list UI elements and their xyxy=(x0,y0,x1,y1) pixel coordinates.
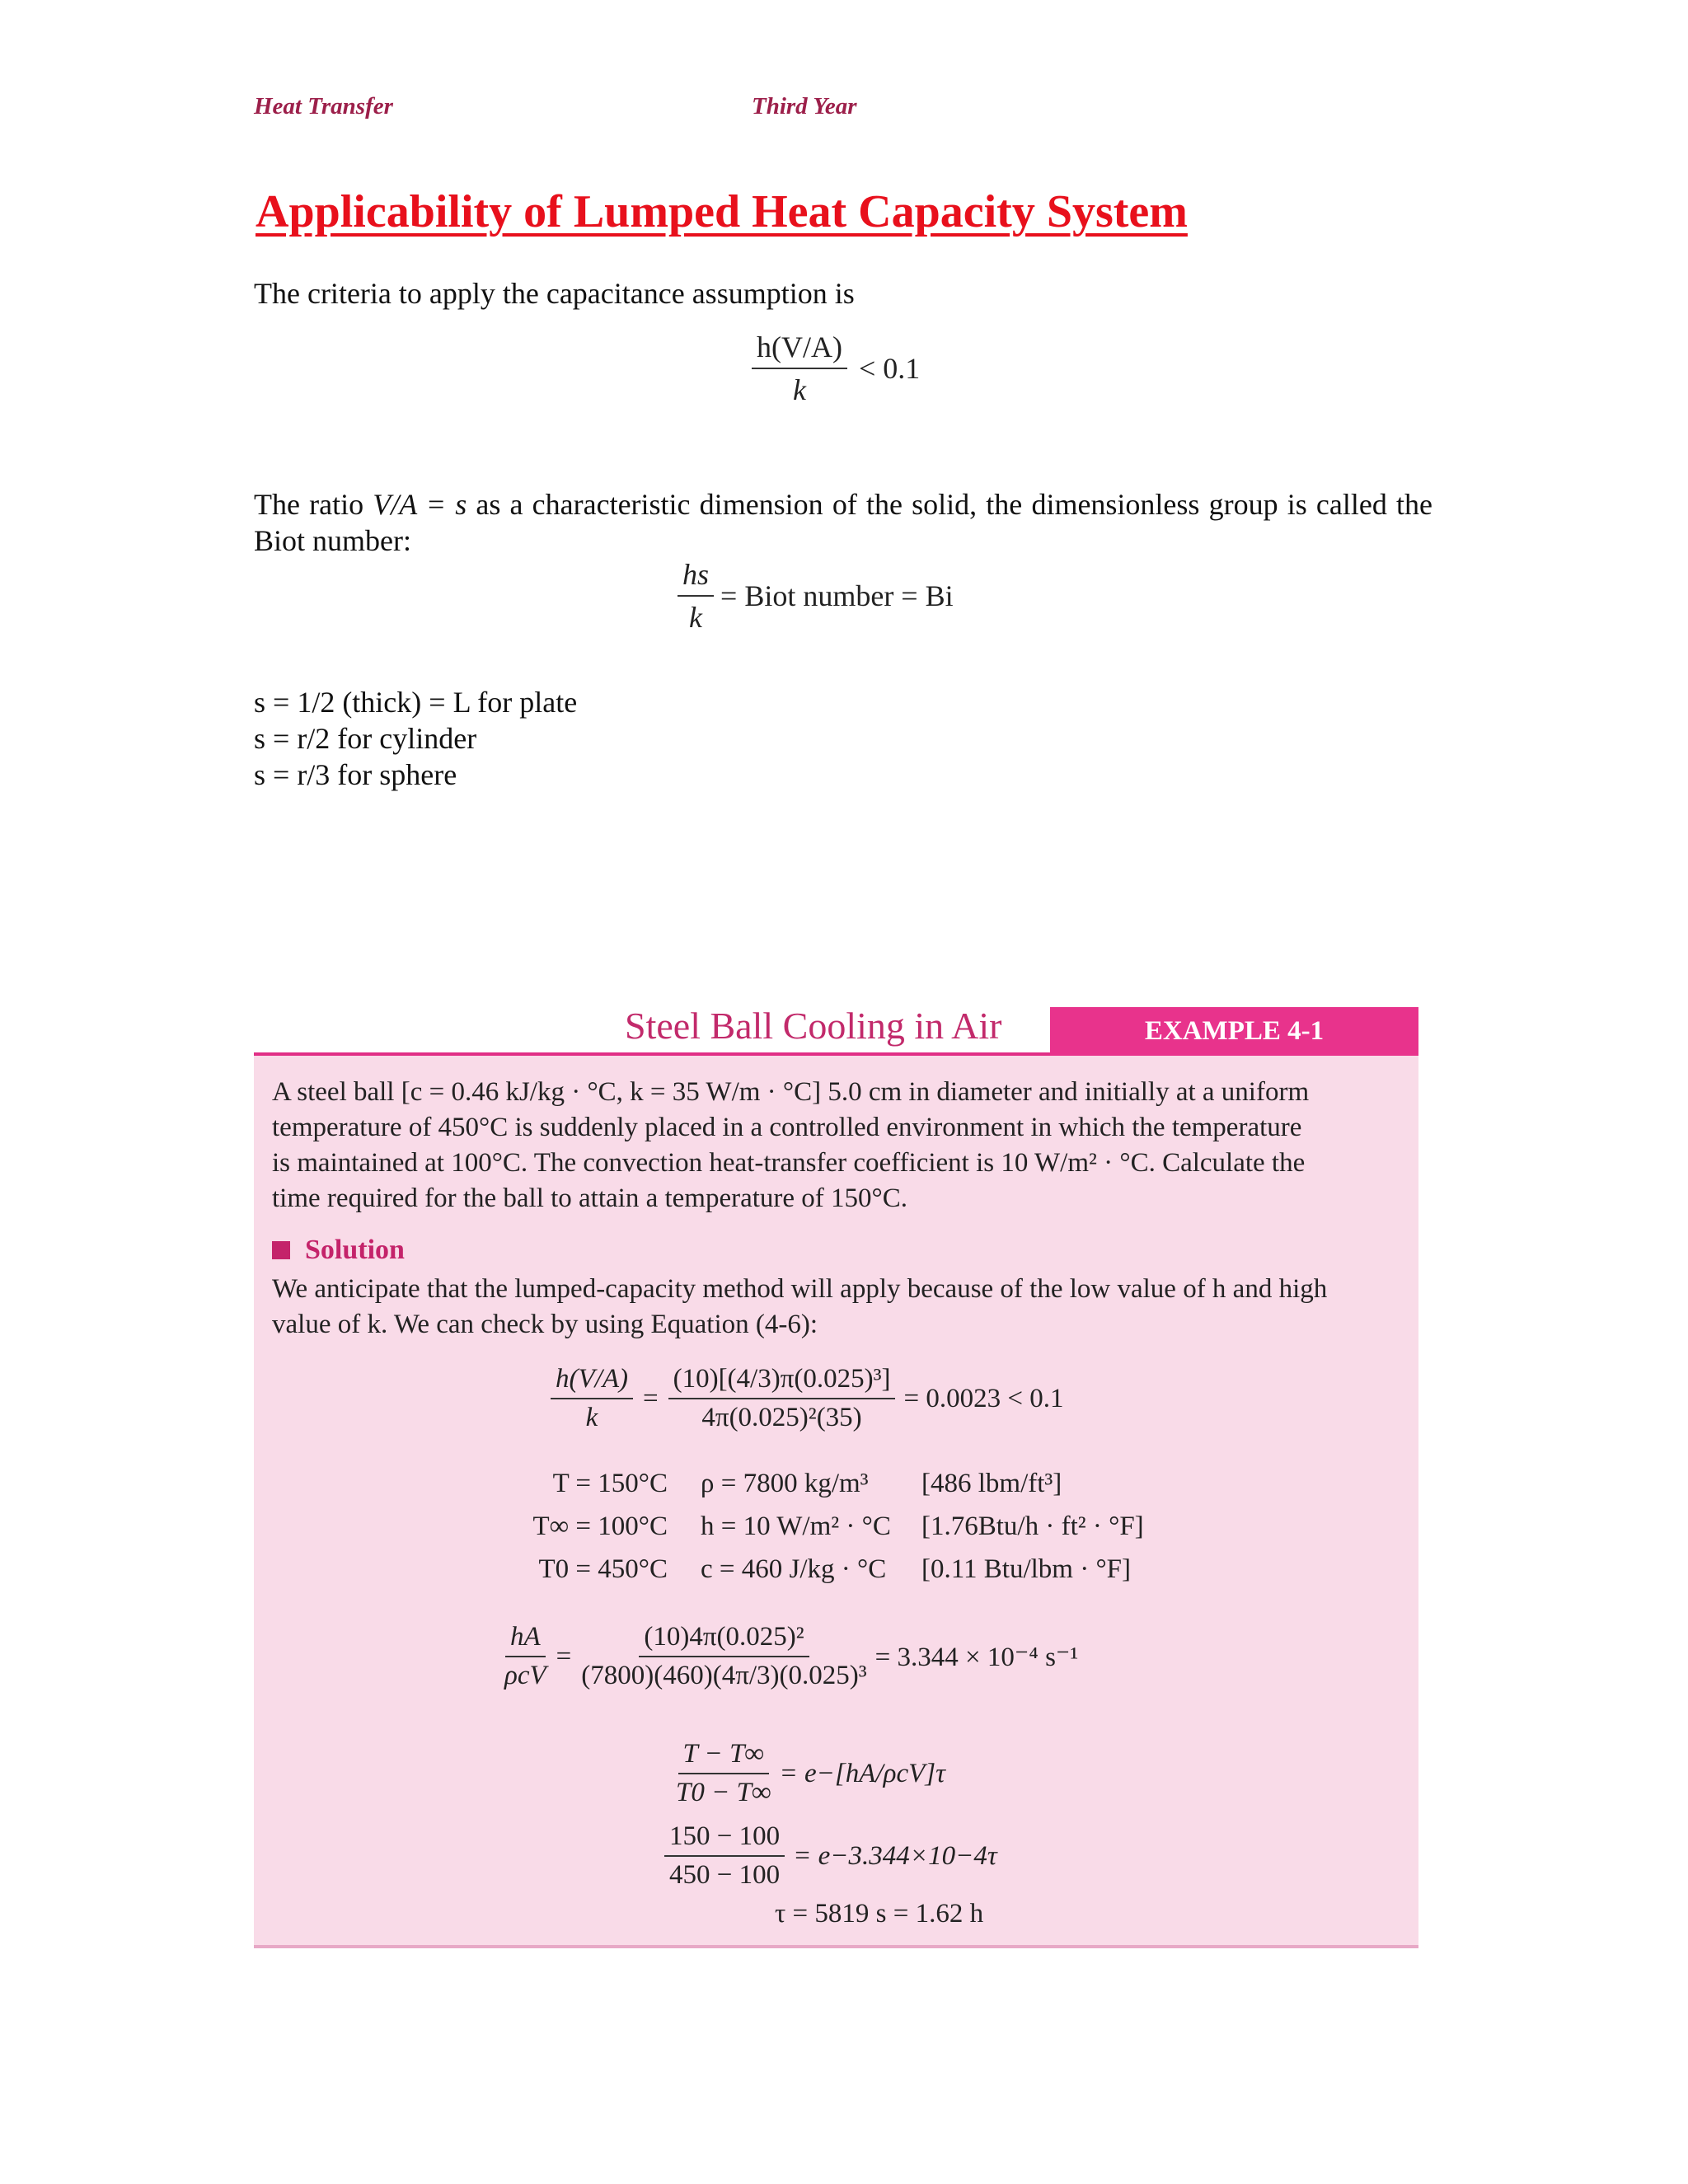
example-bottom-rule xyxy=(254,1945,1418,1948)
eq1-lhs-num: h(V/A) xyxy=(551,1364,633,1399)
eq2-lhs-den: ρcV xyxy=(504,1661,546,1690)
header-year: Third Year xyxy=(752,93,857,120)
eq1-lhs xyxy=(551,1364,633,1433)
eq3-den: T0 − T∞ xyxy=(676,1778,771,1807)
solution-line: We anticipate that the lumped-capacity method will apply because of the low value of h and high xyxy=(272,1274,1328,1304)
criteria-denominator: k xyxy=(793,373,806,406)
criteria-numerator: h(V/A) xyxy=(752,330,847,369)
biot-rhs: = Biot number = Bi xyxy=(720,579,954,612)
s-def-plate: s = 1/2 (thick) = L for plate xyxy=(254,686,578,719)
eq1-mid-den: 4π(0.025)²(35) xyxy=(701,1403,862,1432)
eq2-mid xyxy=(581,1622,866,1691)
eq1-mid-num: (10)[(4/3)π(0.025)³] xyxy=(668,1364,896,1399)
problem-line: A steel ball [c = 0.46 kJ/kg · °C, k = 35 W/m · °C] 5.0 cm in diameter and initially at a uniform xyxy=(272,1077,1310,1107)
equals-sign: = xyxy=(556,1641,572,1671)
s-def-sphere: s = r/3 for sphere xyxy=(254,758,457,791)
eq1-rhs: = 0.0023 < 0.1 xyxy=(903,1383,1064,1413)
eq4-den: 450 − 100 xyxy=(669,1860,781,1890)
biot-numerator: hs xyxy=(678,557,714,597)
property-temp: T0 = 450°C xyxy=(538,1554,668,1584)
eq3-num: T − T∞ xyxy=(678,1739,769,1774)
biot-equation xyxy=(678,557,954,635)
property-temp: T = 150°C xyxy=(552,1468,668,1498)
property-row xyxy=(495,1462,1144,1505)
eq2-mid-num: (10)4π(0.025)² xyxy=(639,1622,809,1657)
eq1-lhs-den: k xyxy=(585,1403,598,1432)
eq2-rhs: = 3.344 × 10⁻⁴ s⁻¹ xyxy=(874,1643,1079,1672)
eq4-lhs xyxy=(664,1821,785,1891)
property-english: [1.76Btu/h · ft² · °F] xyxy=(921,1511,1144,1541)
time-constant-equation xyxy=(504,1622,1078,1691)
square-bullet-icon xyxy=(272,1241,290,1259)
header-course: Heat Transfer xyxy=(254,93,393,120)
ratio-expr: V/A = s xyxy=(373,488,467,521)
eq3-lhs xyxy=(676,1739,771,1808)
s-def-cylinder: s = r/2 for cylinder xyxy=(254,722,477,755)
criteria-text: The criteria to apply the capacitance assumption is xyxy=(254,277,855,310)
ratio-paragraph xyxy=(254,486,1432,559)
solution-heading xyxy=(272,1235,405,1266)
property-temp: T∞ = 100°C xyxy=(532,1511,668,1541)
problem-line: temperature of 450°C is suddenly placed in a controlled environment in which the temperature xyxy=(272,1113,1302,1142)
biot-denominator: k xyxy=(689,601,702,634)
eq3-rhs: = e−[hA/ρcV]τ xyxy=(779,1758,945,1788)
result-equation: τ = 5819 s = 1.62 h xyxy=(775,1899,984,1929)
eq2-lhs xyxy=(504,1622,546,1691)
problem-line: time required for the ball to attain a temperature of 150°C. xyxy=(272,1183,908,1213)
biot-fraction xyxy=(678,557,714,635)
eq1-mid xyxy=(668,1364,896,1433)
property-value: ρ = 7800 kg/m³ xyxy=(701,1468,869,1498)
eq2-mid-den: (7800)(460)(4π/3)(0.025)³ xyxy=(581,1661,867,1690)
s-definitions xyxy=(254,684,577,793)
property-row xyxy=(495,1505,1144,1548)
solution-label: Solution xyxy=(305,1235,405,1265)
properties-table xyxy=(495,1462,1144,1591)
example-problem xyxy=(272,1075,1401,1216)
example-tag: EXAMPLE 4-1 xyxy=(1050,1007,1418,1056)
page-title: Applicability of Lumped Heat Capacity System xyxy=(256,186,1188,237)
property-english: [486 lbm/ft³] xyxy=(921,1468,1062,1498)
property-english: [0.11 Btu/lbm · °F] xyxy=(921,1554,1131,1584)
ratio-prefix: The ratio xyxy=(254,488,373,521)
eq2-lhs-num: hA xyxy=(505,1622,546,1657)
biot-check-equation xyxy=(551,1364,1063,1433)
numeric-ratio-equation xyxy=(664,1821,997,1891)
criteria-rhs: < 0.1 xyxy=(858,352,921,385)
criteria-fraction xyxy=(752,330,847,407)
ratio-suffix: as a characteristic dimension of the solid, the dimensionless group is called the Biot number: xyxy=(254,488,1432,557)
eq4-rhs: = e−3.344×10−4τ xyxy=(793,1840,997,1871)
problem-line: is maintained at 100°C. The convection heat-transfer coefficient is 10 W/m² · °C. Calculate the xyxy=(272,1148,1306,1178)
solution-text xyxy=(272,1272,1401,1343)
equals-sign: = xyxy=(642,1383,659,1413)
property-value: c = 460 J/kg · °C xyxy=(701,1554,887,1584)
temperature-ratio-equation xyxy=(676,1739,945,1808)
criteria-equation xyxy=(752,330,920,407)
example-title: Steel Ball Cooling in Air xyxy=(625,1005,1002,1047)
property-value: h = 10 W/m² · °C xyxy=(701,1511,891,1541)
solution-line: value of k. We can check by using Equation (4-6): xyxy=(272,1310,818,1339)
eq4-num: 150 − 100 xyxy=(664,1821,785,1857)
property-row xyxy=(495,1548,1144,1591)
